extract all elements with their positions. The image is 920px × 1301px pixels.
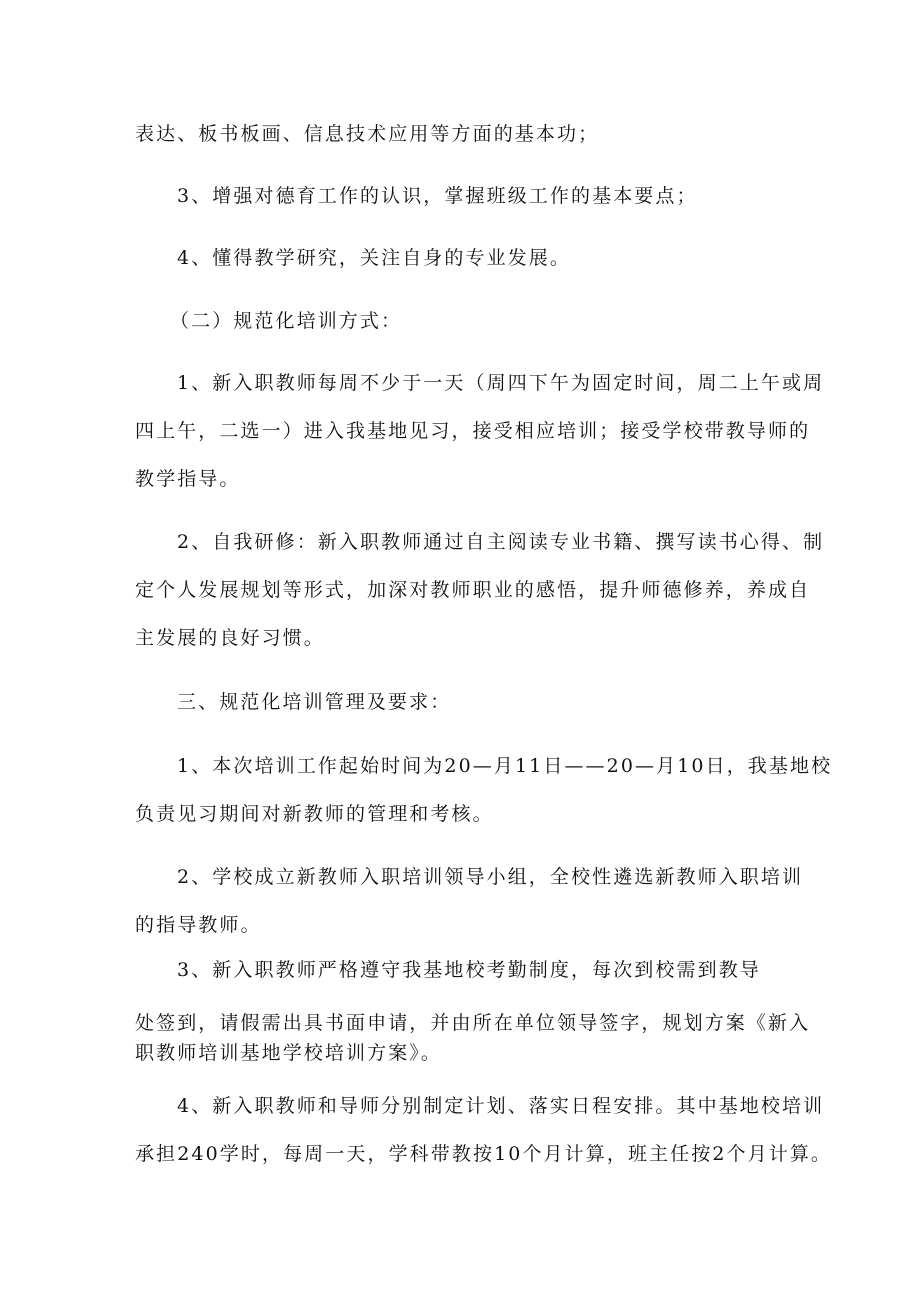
list-item-4: 4、懂得教学研究，关注自身的专业发展。 [177,247,571,269]
list-item-4: 4、新入职教师和导师分别制定计划、落实日程安排。其中基地校培训 [177,1095,825,1117]
section-heading-3: 三、规范化培训管理及要求： [177,691,452,713]
text-line: 表达、板书板画、信息技术应用等方面的基本功； [135,123,600,145]
text-line: 负责见习期间对新教师的管理和考核。 [135,803,494,825]
text-line: 主发展的良好习惯。 [135,627,325,649]
list-item-2: 2、学校成立新教师入职培训领导小组，全校性遴选新教师入职培训 [177,866,804,888]
list-item-1: 1、新入职教师每周不少于一天（周四下午为固定时间，周二上午或周 [177,372,825,394]
list-item-3: 3、增强对德育工作的认识，掌握班级工作的基本要点； [177,185,698,207]
text-line: 四上午，二选一）进入我基地见习，接受相应培训；接受学校带教导师的 [135,420,811,442]
text-line: 教学指导。 [135,468,241,490]
text-line: 职教师培训基地学校培训方案》。 [135,1042,443,1064]
text-line: 处签到，请假需出具书面申请，并由所在单位领导签字，规划方案《新入 [135,1012,811,1034]
text-line: 的指导教师。 [135,914,262,936]
text-line: 定个人发展规划等形式，加深对教师职业的感悟，提升师德修养，养成自 [135,579,811,601]
section-heading-2: （二）规范化培训方式： [170,310,403,332]
list-item-1: 1、本次培训工作起始时间为20—月11日——20—月10日，我基地校 [177,755,833,777]
text-line: 承担240学时，每周一天，学科带教按10个月计算，班主任按2个月计算。 [135,1143,833,1165]
list-item-2: 2、自我研修：新入职教师通过自主阅读专业书籍、撰写读书心得、制 [177,531,825,553]
list-item-3: 3、新入职教师严格遵守我基地校考勤制度，每次到校需到教导 [177,959,761,981]
